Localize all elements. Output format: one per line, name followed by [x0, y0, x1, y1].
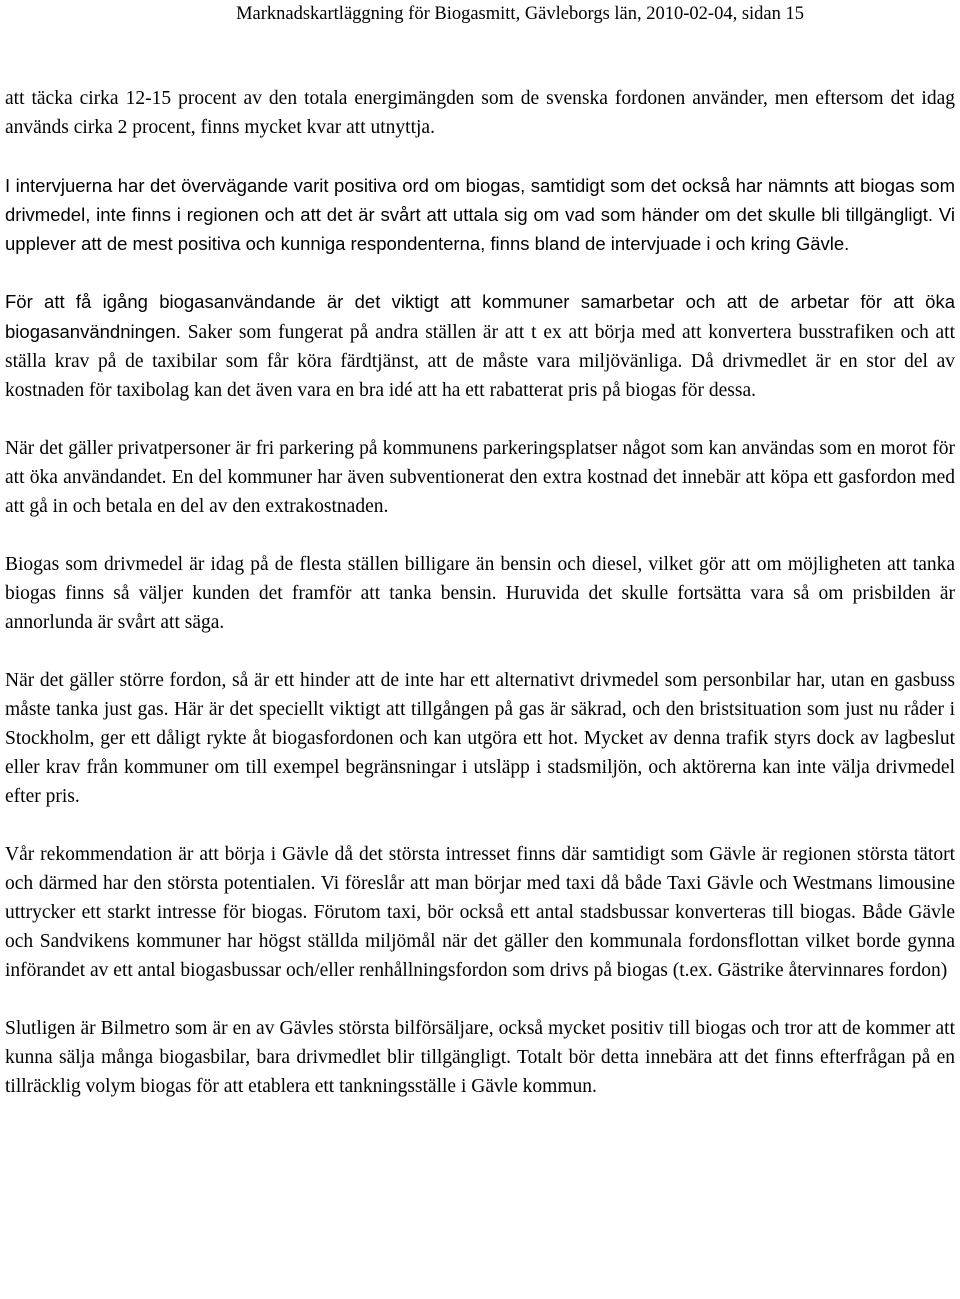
paragraph-3-text-b: Saker som fungerat på andra ställen är att t ex att börja med att konvertera busstrafiken och att ställa krav på de taxibilar som får köra färdtjänst, att de måste vara miljövänliga.	[5, 322, 955, 372]
paragraph-1-text: att täcka cirka 12-15 procent av den totala energimängden som de svenska fordonen använder, men eftersom det idag används cirka 2 procent, finns mycket kvar att utnyttja.	[5, 88, 955, 138]
paragraph-5-text: Biogas som drivmedel är idag på de flesta ställen billigare än bensin och diesel, vilket gör att om möjligheten att tanka biogas finns så väljer kunden det framför att tanka bensin. Huruvida det skulle fortsätta vara så om prisbilden är annorlunda är svårt att säga.	[5, 554, 955, 633]
paragraph-4	[5, 434, 955, 521]
paragraph-3-text-c: Då drivmedlet är en stor del av kostnaden för taxibolag kan det även vara en bra idé att ha ett rabatterat pris på biogas för dessa.	[5, 351, 955, 401]
paragraph-1	[5, 84, 955, 142]
paragraph-2-text: I intervjuerna har det övervägande varit positiva ord om biogas, samtidigt som det också har nämnts att biogas som drivmedel, inte finns i regionen och att det är svårt att uttala sig om vad som händer om det skulle bli tillgängligt. Vi upplever att de mest positiva och kunniga respondenterna, finns bland de intervjuade i och kring Gävle.	[5, 175, 955, 254]
paragraph-8-text: Slutligen är Bilmetro som är en av Gävles största bilförsäljare, också mycket positiv till biogas och tror att de kommer att kunna sälja många biogasbilar, bara drivmedlet blir tillgängligt. Totalt bör detta innebära att det finns efterfrågan på en tillräcklig volym biogas för att etablera ett tankningsställe i Gävle kommun.	[5, 1018, 955, 1097]
paragraph-8	[5, 1014, 955, 1101]
paragraph-6	[5, 666, 955, 811]
paragraph-7-text: Vår rekommendation är att börja i Gävle då det största intresset finns där samtidigt som Gävle är regionen största tätort och därmed har den största potentialen. Vi föreslår att man börjar med taxi då både Taxi Gävle och Westmans limousine uttrycker ett starkt intresse för biogas. Förutom taxi, bör också ett antal stadsbussar konverteras till biogas. Både Gävle och Sandvikens kommuner har högst ställda miljömål när det gäller den kommunala fordonsflottan vilket borde gynna införandet av ett antal biogasbussar och/eller renhållningsfordon som drivs på biogas (t.ex. Gästrike återvinnares fordon)	[5, 844, 955, 981]
paragraph-7	[5, 840, 955, 985]
paragraph-3-text-a: För att få igång biogasanvändande är det viktigt att kommuner samarbetar och att de arbetar för att öka biogasanvändningen.	[5, 291, 955, 342]
paragraph-5	[5, 550, 955, 637]
paragraph-4-text: När det gäller privatpersoner är fri parkering på kommunens parkeringsplatser något som kan användas som en morot för att öka användandet. En del kommuner har även subventionerat den extra kostnad det innebär att köpa ett gasfordon med att gå in och betala en del av den extrakostnaden.	[5, 438, 955, 517]
paragraph-2	[5, 171, 955, 258]
page-header: Marknadskartläggning för Biogasmitt, Gävleborgs län, 2010-02-04, sidan 15	[236, 4, 804, 24]
paragraph-3	[5, 287, 955, 405]
paragraph-6-text: När det gäller större fordon, så är ett hinder att de inte har ett alternativt drivmedel som personbilar har, utan en gasbuss måste tanka just gas. Här är det speciellt viktigt att tillgången på gas är säkrad, och den bristsituation som just nu råder i Stockholm, ger ett dåligt rykte åt biogasfordonen och kan utgöra ett hot. Mycket av denna trafik styrs dock av lagbeslut eller krav från kommuner om till exempel begränsningar i utsläpp i stadsmiljön, och aktörerna kan inte välja drivmedel efter pris.	[5, 670, 955, 807]
body-text	[5, 84, 955, 1130]
